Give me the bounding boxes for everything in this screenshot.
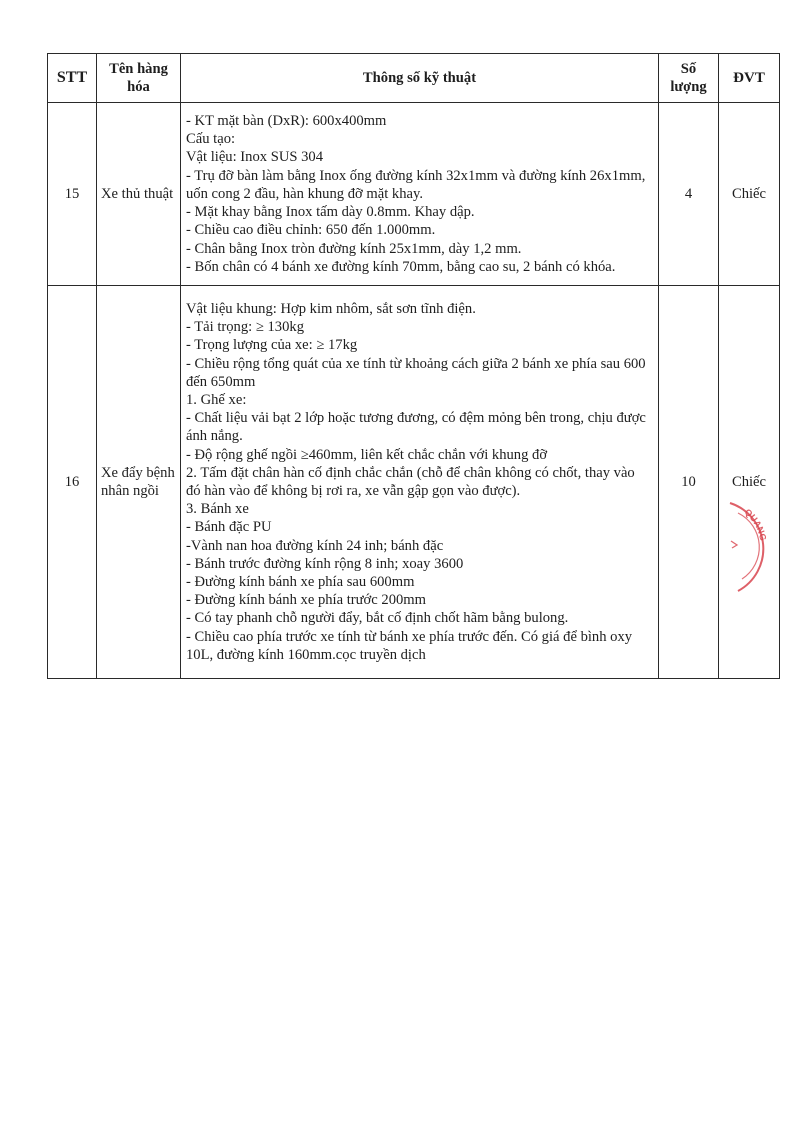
spec-line: - Chiều cao điều chỉnh: 650 đến 1.000mm. [186, 222, 436, 239]
spec-line: - Tải trọng: ≥ 130kg [186, 319, 304, 336]
partial-seal-stamp [728, 499, 780, 595]
header-stt: STT [48, 54, 97, 103]
spec-line: 2. Tấm đặt chân hàn cố định chắc chắn (chỗ để chân không có chốt, thay vào đó hàn vào để không bị rơi ra, xe vẫn gập gọn vào được). [186, 464, 635, 499]
row-quantity: 10 [659, 286, 719, 679]
spec-line: Cấu tạo: [186, 131, 236, 148]
spec-line: Vật liệu khung: Hợp kim nhôm, sắt sơn tĩnh điện. [186, 300, 476, 317]
spec-line: - Chiều rộng tổng quát của xe tính từ khoảng cách giữa 2 bánh xe phía sau 600 đến 650mm [186, 355, 646, 390]
row-specifications [181, 286, 659, 679]
header-row [48, 54, 780, 103]
row-unit: Chiếc [719, 103, 780, 286]
row-unit: Chiếc [719, 286, 780, 679]
spec-line: - Trọng lượng của xe: ≥ 17kg [186, 337, 358, 354]
row-item-name: Xe thủ thuật [97, 103, 181, 286]
header-item-name: Tên hàng hóa [97, 54, 181, 103]
spec-line: - Chân bằng Inox tròn đường kính 25x1mm, dày 1,2 mm. [186, 240, 522, 257]
header-quantity: Số lượng [659, 54, 719, 103]
spec-line: - Trụ đỡ bàn làm bằng Inox ống đường kính 32x1mm và đường kính 26x1mm, uốn cong 2 đầu, hàn khung đỡ mặt khay. [186, 167, 646, 202]
spec-line: - Chiều cao phía trước xe tính từ bánh xe phía trước đến. Có giá để bình oxy 10L, đường kính 160mm.cọc truyền dịch [186, 628, 633, 663]
spec-line: - Đường kính bánh xe phía sau 600mm [186, 574, 415, 591]
spec-line: 1. Ghế xe: [186, 391, 247, 408]
spec-line: - KT mặt bàn (DxR): 600x400mm [186, 113, 387, 130]
table-row [48, 286, 780, 679]
spec-line: - Bánh trước đường kính rộng 8 inh; xoay 3600 [186, 555, 464, 572]
spec-line: - Bốn chân có 4 bánh xe đường kính 70mm, bằng cao su, 2 bánh có khóa. [186, 258, 616, 275]
spec-line: - Độ rộng ghế ngồi ≥460mm, liên kết chắc chắn với khung đỡ [186, 446, 548, 463]
spec-line: - Chất liệu vải bạt 2 lớp hoặc tương đương, có đệm mỏng bên trong, chịu được ánh nắng. [186, 410, 646, 445]
spec-line: - Có tay phanh chỗ người đẩy, bắt cố định chốt hãm bằng bulong. [186, 610, 569, 627]
spec-line: - Đường kính bánh xe phía trước 200mm [186, 592, 426, 609]
table-row [48, 103, 780, 286]
header-specifications: Thông số kỹ thuật [181, 54, 659, 103]
header-unit: ĐVT [719, 54, 780, 103]
svg-text:QUANG: QUANG [742, 506, 769, 542]
row-quantity: 4 [659, 103, 719, 286]
specification-table [47, 53, 780, 679]
row-stt: 16 [48, 286, 97, 679]
row-item-name: Xe đẩy bệnh nhân ngồi [97, 286, 181, 679]
spec-line: -Vành nan hoa đường kính 24 inh; bánh đặc [186, 537, 444, 554]
spec-line: - Mặt khay bằng Inox tấm dày 0.8mm. Khay dập. [186, 204, 475, 221]
row-specifications [181, 103, 659, 286]
spec-line: - Bánh đặc PU [186, 519, 272, 536]
spec-line: Vật liệu: Inox SUS 304 [186, 149, 324, 166]
row-stt: 15 [48, 103, 97, 286]
spec-line: 3. Bánh xe [186, 501, 249, 518]
